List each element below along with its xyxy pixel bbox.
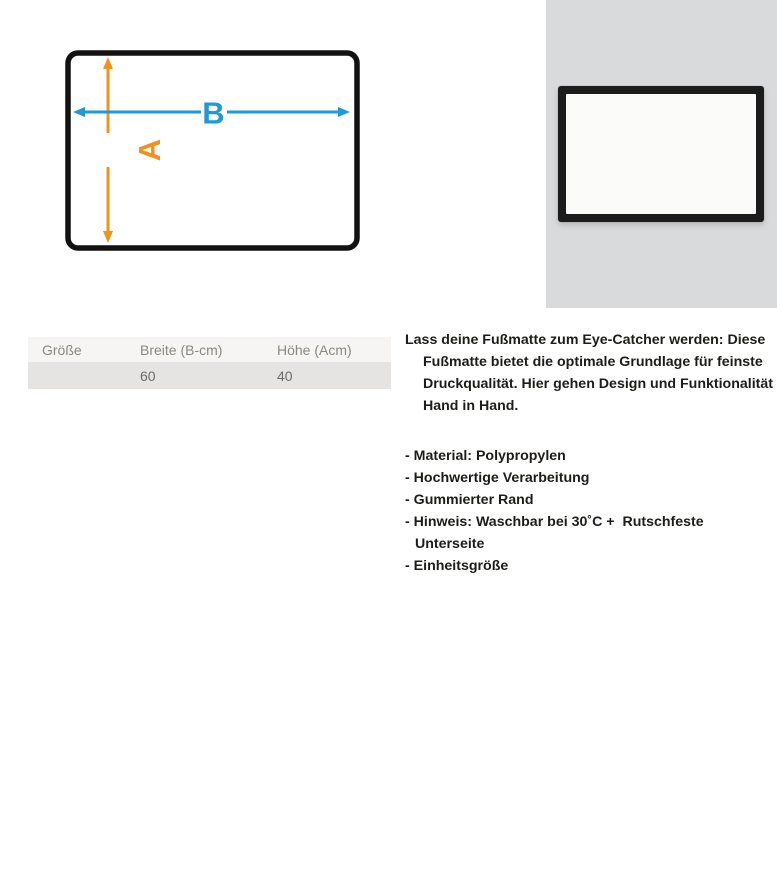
paragraph-line: Hand in Hand. — [423, 398, 519, 414]
paragraph-line: Fußmatte bietet die optimale Grundlage für feinste — [423, 354, 763, 370]
description-paragraph — [405, 329, 777, 417]
cell-breite: 60 — [140, 367, 156, 384]
mat-outline — [68, 53, 357, 248]
product-photo[interactable] — [546, 0, 777, 308]
size-table-header-row — [28, 337, 391, 362]
feature-item: - Hochwertige Verarbeitung — [405, 470, 590, 486]
feature-item-wrap: Unterseite — [415, 536, 485, 552]
size-table — [28, 337, 391, 389]
doormat-image — [558, 86, 764, 222]
product-description — [405, 329, 777, 577]
feature-item: - Material: Polypropylen — [405, 448, 566, 464]
cell-hoehe: 40 — [277, 367, 293, 384]
header-hoehe: Höhe (Acm) — [277, 341, 352, 358]
height-label: A — [132, 138, 167, 162]
paragraph-line: Lass deine Fußmatte zum Eye-Catcher werden: Diese — [405, 332, 766, 348]
doormat-surface — [566, 94, 756, 214]
size-table-row — [28, 362, 391, 389]
paragraph-line: Druckqualität. Hier gehen Design und Funktionalität — [423, 376, 773, 392]
feature-list — [405, 445, 777, 577]
feature-item: - Einheitsgröße — [405, 558, 509, 574]
header-groesse: Größe — [42, 341, 82, 358]
size-diagram — [40, 40, 380, 260]
feature-item: - Gummierter Rand — [405, 492, 534, 508]
feature-item: - Hinweis: Waschbar bei 30˚C + Rutschfeste — [405, 514, 704, 530]
width-label: B — [202, 95, 225, 131]
header-breite: Breite (B-cm) — [140, 341, 223, 358]
